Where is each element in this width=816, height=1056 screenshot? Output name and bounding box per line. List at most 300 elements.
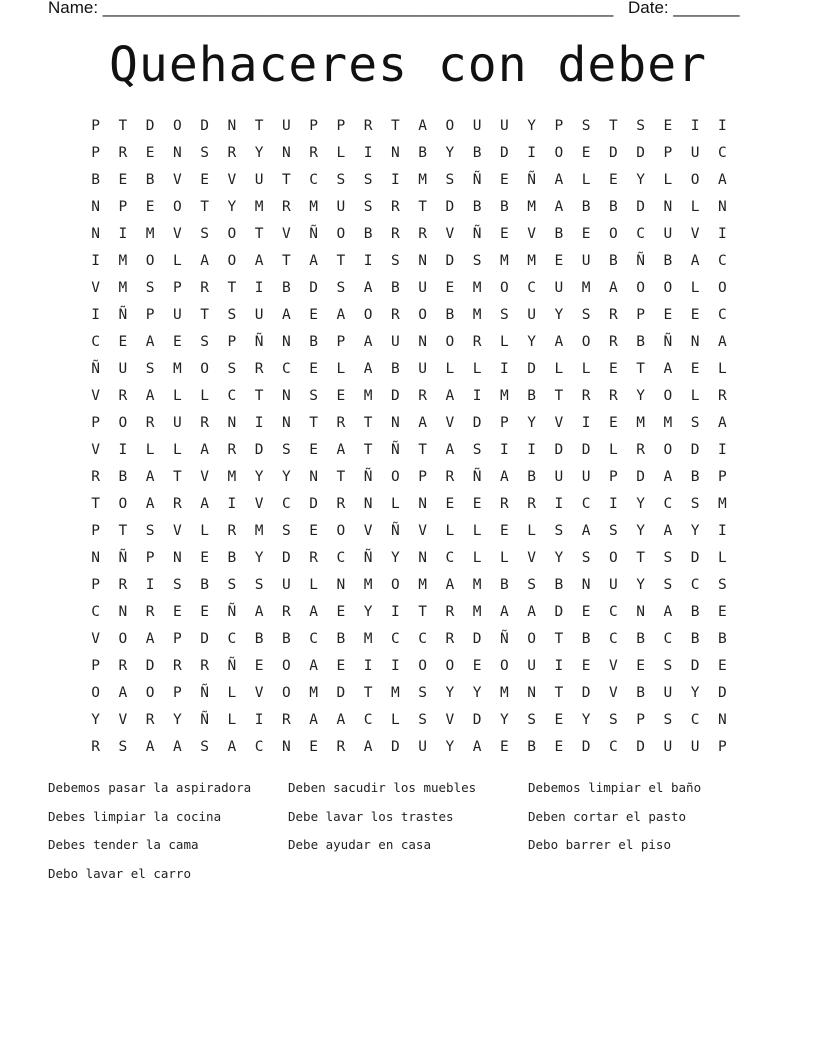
grid-letter: A xyxy=(500,468,509,485)
grid-letter: R xyxy=(118,657,128,674)
grid-letter: T xyxy=(254,387,264,404)
grid-letter: E xyxy=(609,414,618,431)
grid-letter: P xyxy=(554,117,564,134)
grid-letter: B xyxy=(472,198,482,215)
grid-letter: B xyxy=(636,630,645,647)
grid-letter: S xyxy=(663,711,673,728)
grid-letter: I xyxy=(363,144,373,161)
grid-letter: Ñ xyxy=(472,468,482,485)
grid-letter: R xyxy=(391,306,400,323)
grid-letter: B xyxy=(445,306,455,323)
grid-letter: L xyxy=(609,441,618,458)
grid-letter: Y xyxy=(500,711,509,728)
grid-letter: A xyxy=(254,252,264,269)
grid-letter: Y xyxy=(690,522,700,539)
grid-letter: E xyxy=(472,657,482,674)
grid-letter: P xyxy=(636,711,645,728)
grid-letter: R xyxy=(254,360,264,377)
grid-letter: S xyxy=(363,198,373,215)
grid-letter: A xyxy=(363,360,373,377)
grid-row xyxy=(82,328,742,355)
grid-letter: D xyxy=(690,549,700,566)
grid-row xyxy=(82,706,742,733)
grid-letter: P xyxy=(227,333,237,350)
grid-letter: R xyxy=(91,468,100,485)
grid-row xyxy=(82,220,742,247)
grid-letter: S xyxy=(309,387,318,404)
grid-letter: Ñ xyxy=(200,684,209,701)
grid-letter: V xyxy=(527,549,536,566)
grid-letter: C xyxy=(718,306,727,323)
grid-letter: I xyxy=(718,441,727,458)
grid-letter: L xyxy=(527,522,536,539)
grid-letter: R xyxy=(445,603,455,620)
word-list-item: Debes limpiar la cocina xyxy=(48,808,222,824)
grid-letter: B xyxy=(636,333,645,350)
grid-letter: Ñ xyxy=(118,306,128,323)
grid-letter: R xyxy=(227,441,237,458)
grid-letter: Y xyxy=(254,468,264,485)
grid-letter: E xyxy=(445,495,455,512)
grid-letter: O xyxy=(118,414,128,431)
grid-letter: A xyxy=(609,279,618,296)
grid-letter: T xyxy=(418,198,427,215)
grid-letter: T xyxy=(418,603,427,620)
grid-letter: M xyxy=(145,225,155,242)
grid-letter: D xyxy=(200,117,209,134)
grid-letter: O xyxy=(145,684,155,701)
grid-letter: E xyxy=(554,711,564,728)
grid-letter: P xyxy=(718,468,727,485)
grid-letter: O xyxy=(336,225,346,242)
grid-letter: P xyxy=(336,333,346,350)
grid-letter: E xyxy=(690,306,700,323)
grid-letter: Y xyxy=(254,549,264,566)
grid-letter: D xyxy=(282,549,291,566)
grid-letter: Y xyxy=(445,738,455,755)
grid-letter: A xyxy=(254,603,264,620)
grid-letter: D xyxy=(636,738,645,755)
grid-letter: E xyxy=(609,171,618,188)
grid-letter: B xyxy=(636,684,645,701)
grid-letter: D xyxy=(472,414,482,431)
grid-letter: U xyxy=(418,360,427,377)
grid-letter: M xyxy=(309,684,318,701)
grid-letter: E xyxy=(309,522,318,539)
grid-letter: N xyxy=(391,144,400,161)
grid-letter: T xyxy=(200,306,209,323)
grid-letter: P xyxy=(118,198,128,215)
grid-letter: A xyxy=(309,603,318,620)
grid-row xyxy=(82,139,742,166)
word-list-item: Debo lavar el carro xyxy=(48,865,191,881)
grid-letter: O xyxy=(173,117,182,134)
grid-letter: L xyxy=(690,198,700,215)
grid-letter: I xyxy=(554,495,564,512)
grid-letter: P xyxy=(336,117,346,134)
grid-letter: Ñ xyxy=(391,441,400,458)
grid-letter: L xyxy=(391,711,400,728)
grid-row xyxy=(82,355,742,382)
grid-letter: M xyxy=(636,414,645,431)
grid-letter: N xyxy=(636,603,645,620)
grid-letter: O xyxy=(145,252,155,269)
grid-letter: R xyxy=(391,198,400,215)
grid-letter: A xyxy=(527,603,536,620)
grid-letter: S xyxy=(500,306,509,323)
grid-letter: I xyxy=(391,657,400,674)
grid-letter: R xyxy=(173,657,182,674)
grid-letter: U xyxy=(336,198,346,215)
grid-letter: Y xyxy=(690,684,700,701)
grid-letter: R xyxy=(227,144,237,161)
grid-letter: R xyxy=(609,333,618,350)
grid-letter: R xyxy=(200,279,209,296)
grid-letter: E xyxy=(472,495,482,512)
grid-row xyxy=(82,544,742,571)
grid-letter: V xyxy=(118,711,128,728)
grid-letter: S xyxy=(200,225,209,242)
grid-letter: D xyxy=(690,657,700,674)
grid-letter: T xyxy=(636,360,645,377)
grid-letter: B xyxy=(282,279,291,296)
grid-letter: B xyxy=(527,738,536,755)
grid-letter: S xyxy=(663,549,673,566)
name-field-label: Name: ______________________________________________________ xyxy=(48,0,614,17)
grid-letter: O xyxy=(282,684,291,701)
grid-letter: O xyxy=(500,657,509,674)
grid-row xyxy=(82,733,742,760)
grid-letter: B xyxy=(282,630,291,647)
grid-letter: E xyxy=(609,360,618,377)
grid-letter: E xyxy=(200,171,209,188)
grid-letter: S xyxy=(145,279,155,296)
grid-letter: D xyxy=(527,360,536,377)
grid-letter: I xyxy=(500,360,509,377)
grid-letter: M xyxy=(472,306,482,323)
grid-letter: P xyxy=(91,576,100,593)
grid-letter: O xyxy=(609,225,618,242)
grid-letter: C xyxy=(718,252,727,269)
grid-letter: B xyxy=(391,360,400,377)
grid-letter: A xyxy=(554,198,564,215)
grid-letter: T xyxy=(609,117,618,134)
grid-letter: A xyxy=(309,711,318,728)
grid-letter: E xyxy=(690,360,700,377)
grid-letter: B xyxy=(336,630,346,647)
grid-letter: M xyxy=(418,171,427,188)
grid-letter: S xyxy=(145,360,155,377)
grid-letter: B xyxy=(609,252,618,269)
grid-letter: B xyxy=(581,630,591,647)
grid-letter: Ñ xyxy=(91,360,100,377)
grid-letter: S xyxy=(200,144,209,161)
grid-letter: T xyxy=(554,630,564,647)
grid-letter: U xyxy=(254,171,264,188)
grid-letter: E xyxy=(500,225,509,242)
grid-letter: U xyxy=(418,738,427,755)
grid-letter: Ñ xyxy=(200,711,209,728)
grid-letter: N xyxy=(418,495,427,512)
grid-letter: T xyxy=(282,252,291,269)
grid-letter: Y xyxy=(173,711,182,728)
grid-letter: Ñ xyxy=(391,522,400,539)
grid-letter: M xyxy=(254,522,264,539)
grid-letter: R xyxy=(363,117,373,134)
grid-letter: Y xyxy=(445,144,455,161)
grid-letter: E xyxy=(309,441,318,458)
grid-letter: S xyxy=(173,576,182,593)
grid-letter: S xyxy=(336,171,346,188)
grid-letter: I xyxy=(363,657,373,674)
grid-letter: L xyxy=(554,360,564,377)
grid-letter: Ñ xyxy=(527,171,536,188)
grid-letter: D xyxy=(391,387,400,404)
grid-letter: Y xyxy=(227,198,237,215)
grid-letter: I xyxy=(472,387,482,404)
grid-letter: L xyxy=(690,387,700,404)
grid-letter: U xyxy=(554,468,564,485)
grid-letter: A xyxy=(145,738,155,755)
grid-letter: Y xyxy=(636,522,645,539)
grid-letter: L xyxy=(336,144,346,161)
grid-letter: A xyxy=(554,333,564,350)
grid-letter: S xyxy=(118,738,128,755)
grid-letter: E xyxy=(309,738,318,755)
grid-row xyxy=(82,166,742,193)
worksheet-header xyxy=(48,0,748,21)
grid-row xyxy=(82,598,742,625)
grid-letter: P xyxy=(663,144,673,161)
grid-letter: E xyxy=(309,360,318,377)
grid-letter: Ñ xyxy=(227,657,237,674)
word-list-item: Debemos limpiar el baño xyxy=(528,780,702,795)
grid-letter: R xyxy=(527,495,536,512)
grid-letter: M xyxy=(527,252,536,269)
grid-letter: D xyxy=(145,657,155,674)
grid-letter: D xyxy=(636,198,645,215)
grid-letter: A xyxy=(145,495,155,512)
grid-letter: S xyxy=(527,711,536,728)
grid-letter: C xyxy=(227,630,237,647)
grid-letter: E xyxy=(500,522,509,539)
grid-letter: E xyxy=(718,657,727,674)
grid-letter: I xyxy=(718,117,727,134)
grid-letter: S xyxy=(336,279,346,296)
grid-letter: A xyxy=(200,495,209,512)
grid-letter: U xyxy=(391,333,400,350)
grid-letter: P xyxy=(636,306,645,323)
word-list-item: Deben cortar el pasto xyxy=(528,808,687,824)
grid-letter: T xyxy=(391,117,400,134)
grid-letter: R xyxy=(581,387,591,404)
grid-letter: I xyxy=(718,522,727,539)
grid-letter: O xyxy=(227,252,237,269)
grid-letter: R xyxy=(282,603,291,620)
grid-letter: U xyxy=(554,279,564,296)
word-list-item: Debe lavar los trastes xyxy=(288,808,454,824)
grid-letter: N xyxy=(282,738,291,755)
grid-letter: M xyxy=(472,603,482,620)
grid-letter: R xyxy=(173,495,182,512)
grid-letter: Ñ xyxy=(663,333,673,350)
grid-letter: R xyxy=(500,495,509,512)
grid-letter: U xyxy=(282,117,291,134)
grid-row xyxy=(82,517,742,544)
grid-letter: S xyxy=(227,360,237,377)
grid-letter: I xyxy=(527,441,536,458)
grid-letter: V xyxy=(254,495,264,512)
grid-letter: E xyxy=(445,279,455,296)
grid-letter: B xyxy=(527,387,536,404)
grid-letter: Y xyxy=(636,387,645,404)
grid-letter: I xyxy=(145,576,155,593)
grid-letter: B xyxy=(581,198,591,215)
grid-letter: Y xyxy=(636,576,645,593)
grid-letter: Y xyxy=(91,711,100,728)
grid-letter: V xyxy=(173,225,182,242)
grid-letter: B xyxy=(254,630,264,647)
grid-letter: Ñ xyxy=(227,603,237,620)
grid-letter: D xyxy=(554,603,564,620)
grid-letter: P xyxy=(609,468,618,485)
grid-letter: O xyxy=(500,279,509,296)
grid-letter: N xyxy=(282,387,291,404)
grid-letter: M xyxy=(718,495,727,512)
grid-letter: D xyxy=(718,684,727,701)
grid-letter: M xyxy=(391,684,400,701)
grid-letter: N xyxy=(227,117,237,134)
word-list-item: Debes tender la cama xyxy=(48,837,199,852)
grid-letter: D xyxy=(445,252,455,269)
grid-letter: D xyxy=(472,711,482,728)
grid-letter: A xyxy=(718,414,727,431)
grid-letter: T xyxy=(363,684,373,701)
grid-letter: P xyxy=(91,414,100,431)
grid-letter: A xyxy=(663,468,673,485)
grid-letter: C xyxy=(309,630,318,647)
grid-letter: L xyxy=(718,360,727,377)
grid-letter: L xyxy=(173,387,182,404)
grid-letter: Ñ xyxy=(309,225,318,242)
grid-letter: A xyxy=(663,603,673,620)
grid-letter: Ñ xyxy=(363,549,373,566)
grid-letter: C xyxy=(418,630,427,647)
grid-letter: A xyxy=(418,414,427,431)
grid-letter: T xyxy=(254,225,264,242)
grid-letter: C xyxy=(445,549,455,566)
grid-letter: A xyxy=(173,738,182,755)
grid-letter: D xyxy=(445,198,455,215)
grid-letter: U xyxy=(663,684,673,701)
grid-letter: E xyxy=(336,387,346,404)
grid-letter: N xyxy=(91,549,100,566)
grid-letter: L xyxy=(309,576,318,593)
grid-letter: I xyxy=(554,657,564,674)
grid-letter: C xyxy=(91,333,100,350)
grid-letter: T xyxy=(636,549,645,566)
grid-letter: V xyxy=(363,522,373,539)
grid-row xyxy=(82,679,742,706)
grid-letter: O xyxy=(663,441,673,458)
grid-letter: A xyxy=(145,630,155,647)
grid-letter: C xyxy=(636,225,645,242)
grid-letter: B xyxy=(472,144,482,161)
grid-letter: V xyxy=(91,387,100,404)
grid-letter: I xyxy=(500,441,509,458)
grid-letter: N xyxy=(418,333,427,350)
grid-letter: M xyxy=(663,414,673,431)
grid-letter: V xyxy=(173,171,182,188)
grid-letter: I xyxy=(609,495,618,512)
grid-letter: S xyxy=(472,252,482,269)
grid-letter: O xyxy=(609,549,618,566)
grid-letter: B xyxy=(145,171,155,188)
grid-letter: C xyxy=(609,738,618,755)
grid-letter: E xyxy=(581,144,591,161)
grid-letter: I xyxy=(254,414,264,431)
grid-letter: U xyxy=(118,360,128,377)
grid-letter: V xyxy=(200,468,209,485)
grid-row xyxy=(82,625,742,652)
grid-letter: N xyxy=(391,414,400,431)
grid-letter: O xyxy=(636,279,645,296)
grid-letter: S xyxy=(636,117,645,134)
grid-letter: C xyxy=(282,495,291,512)
grid-letter: T xyxy=(173,468,182,485)
grid-letter: I xyxy=(118,441,128,458)
grid-letter: C xyxy=(227,387,237,404)
grid-letter: B xyxy=(200,576,209,593)
grid-letter: L xyxy=(173,252,182,269)
grid-letter: S xyxy=(609,711,618,728)
grid-letter: O xyxy=(445,657,455,674)
grid-letter: M xyxy=(500,684,509,701)
grid-letter: A xyxy=(445,387,455,404)
grid-letter: D xyxy=(336,684,346,701)
grid-letter: L xyxy=(200,522,209,539)
grid-letter: E xyxy=(554,252,564,269)
grid-letter: P xyxy=(418,468,427,485)
grid-letter: V xyxy=(445,414,455,431)
grid-letter: N xyxy=(91,225,100,242)
grid-letter: S xyxy=(527,576,536,593)
grid-letter: S xyxy=(200,333,209,350)
grid-letter: E xyxy=(200,549,209,566)
grid-letter: I xyxy=(118,225,128,242)
grid-letter: L xyxy=(500,549,509,566)
grid-letter: O xyxy=(91,684,100,701)
grid-letter: R xyxy=(227,522,237,539)
grid-letter: V xyxy=(254,684,264,701)
grid-letter: O xyxy=(336,522,346,539)
grid-letter: S xyxy=(445,171,455,188)
grid-letter: B xyxy=(391,279,400,296)
grid-letter: R xyxy=(118,387,128,404)
grid-letter: A xyxy=(500,603,509,620)
grid-letter: V xyxy=(609,684,618,701)
grid-letter: A xyxy=(336,306,346,323)
word-list-item: Deben sacudir los muebles xyxy=(288,780,477,795)
grid-letter: O xyxy=(227,225,237,242)
grid-letter: D xyxy=(636,468,645,485)
grid-letter: B xyxy=(527,468,536,485)
grid-letter: N xyxy=(690,333,700,350)
grid-letter: N xyxy=(91,198,100,215)
grid-letter: U xyxy=(609,576,618,593)
grid-letter: N xyxy=(309,468,318,485)
word-search-grid xyxy=(82,112,742,760)
